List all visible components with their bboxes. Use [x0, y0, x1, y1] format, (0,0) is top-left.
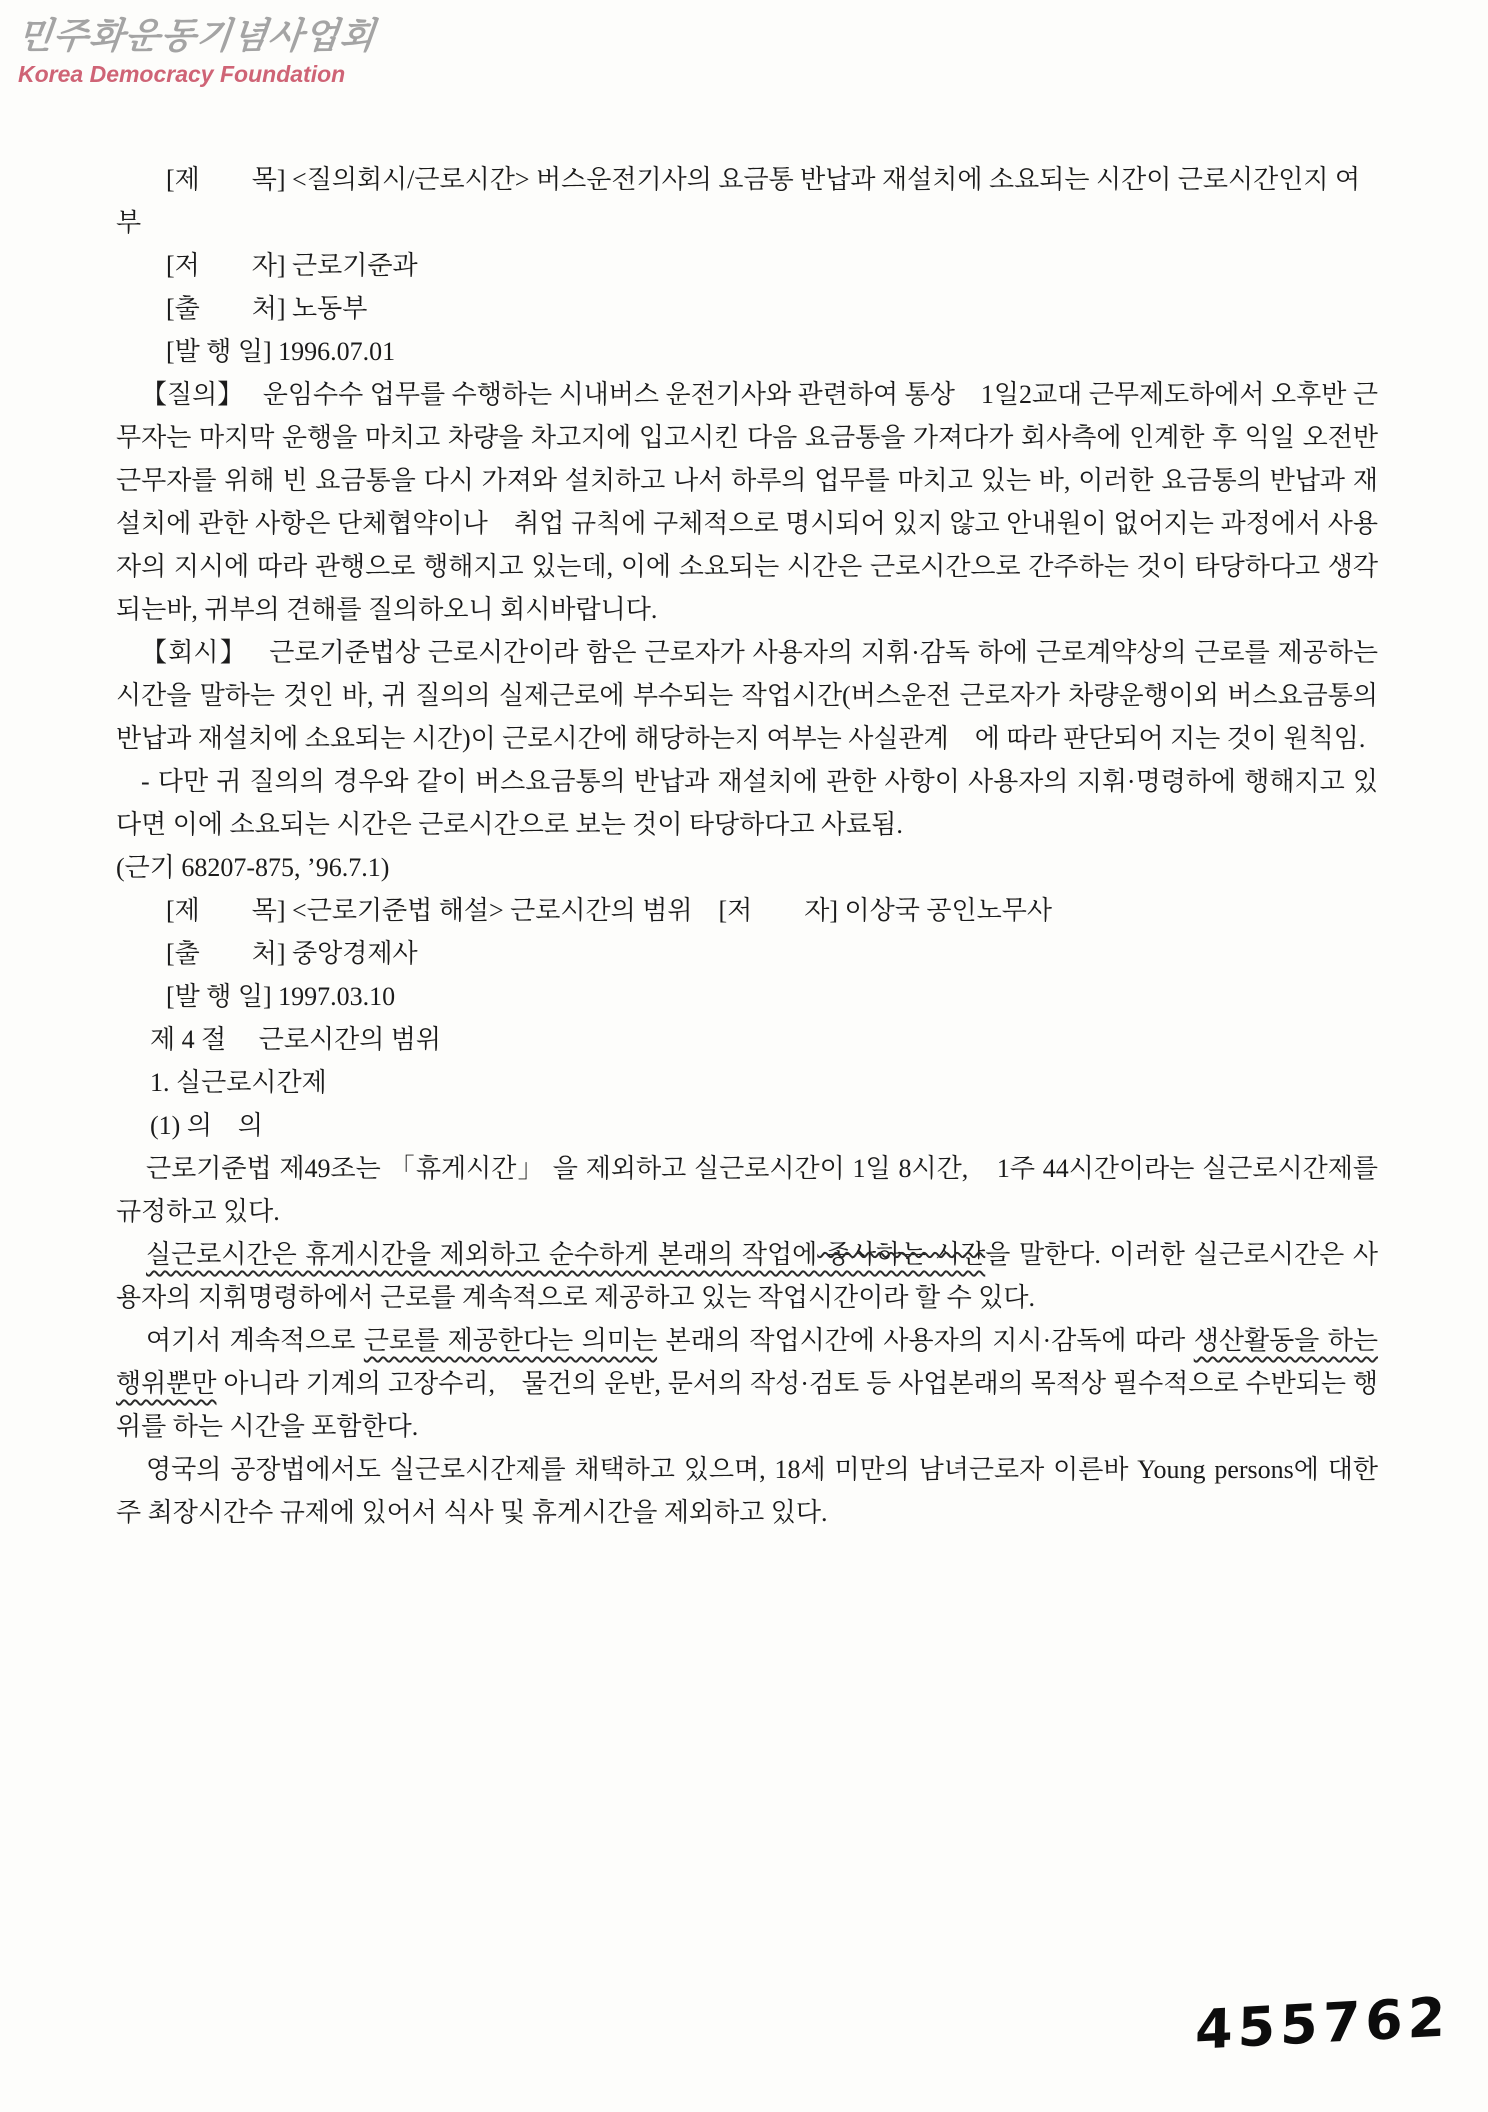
body-paragraph-3-mid: 본래의 작업시간에 사용자의 지시·감독에 따라	[657, 1326, 1194, 1355]
document-content	[116, 158, 1405, 1534]
logo-korean-text: 민주화운동기념사업회	[15, 16, 378, 56]
body-paragraph-1: 근로기준법 제49조는 「휴게시간」 을 제외하고 실근로시간이 1일 8시간, 1주 44시간이라는 실근로시간제를 규정하고 있다.	[116, 1154, 1378, 1226]
body-paragraph-3-rest: 아니라 기계의 고장수리, 물건의 운반, 문서의 작성·검토 등 사업본래의 목적상 필수적으로 수반되는 행위를 하는 시간을 포함한다.	[116, 1369, 1378, 1441]
doc1-title-line: [제 목] <질의회시/근로시간> 버스운전기사의 요금통 반납과 재설치에 소요되는 시간이 근로시간인지 여부	[116, 165, 1361, 237]
subsection-heading: 1. 실근로시간제	[150, 1068, 327, 1097]
body-paragraph-2-rest: 을 말한다. 이러한 실근로시간은 사용자의 지휘명령하에서 근로를 계속적으로 제공하고 있는 작업시간이라 할 수 있다.	[116, 1240, 1379, 1312]
doc2-source-line: [출 처] 중앙경제사	[166, 939, 418, 968]
reply-reference-line: (근기 68207-875, ’96.7.1)	[116, 853, 390, 882]
doc2-title-author-line: [제 목] <근로기준법 해설> 근로시간의 범위 [저 자] 이상국 공인노무사	[166, 896, 1052, 925]
inquiry-paragraph: 【질의】 운임수수 업무를 수행하는 시내버스 운전기사와 관련하여 통상 1일2교대 근무제도하에서 오후반 근무자는 마지막 운행을 마치고 차량을 차고지에 입고시킨 다음 요금통을 가져다가 회사측에 인계한 후 익일 오전반 근무자를 위해 빈 요금통을 다시 가져와 설치하고 나서 하루의 업무를 마치고 있는 바, 이러한 요금통의 반납과 재설치에 관한 사항은 단체협약이나 취업 규칙에 구체적으로 명시되어 있지 않고 안내원이 없어지는 과정에서 사용자의 지시에 따라 관행으로 행해지고 있는데, 이에 소요되는 시간은 근로시간으로 간주하는 것이 타당하다고 생각되는바, 귀부의 견해를 질의하오니 회시바랍니다.	[116, 380, 1405, 624]
pencil-underline-annotation-3: 생산활동을 하는 행위뿐만	[116, 1326, 1378, 1398]
korea-democracy-foundation-logo	[15, 8, 378, 88]
reply-paragraph-2: - 다만 귀 질의의 경우와 같이 버스요금통의 반납과 재설치에 관한 사항이 사용자의 지휘·명령하에 행해지고 있다면 이에 소요되는 시간은 근로시간으로 보는 것이 타당하다고 사료됨.	[116, 767, 1378, 839]
body-paragraph-2	[116, 1233, 1378, 1319]
subsubsection-heading: (1) 의 의	[150, 1111, 264, 1140]
doc1-pubdate-line: [발 행 일] 1996.07.01	[166, 337, 396, 366]
handwritten-archive-number: 455762	[1194, 1985, 1451, 2062]
reply-paragraph-1: 【회시】 근로기준법상 근로시간이라 함은 근로자가 사용자의 지휘·감독 하에 근로계약상의 근로를 제공하는 시간을 말하는 것인 바, 귀 질의의 실제근로에 부수되는 작업시간(버스운전 근로자가 차량운행이외 버스요금통의 반납과 재설치에 소요되는 시간)이 근로시간에 해당하는지 여부는 사실관계 에 따라 판단되어 지는 것이 원칙임.	[116, 638, 1405, 753]
section-heading: 제 4 절 근로시간의 범위	[150, 1025, 442, 1054]
logo-english-text: Korea Democracy Foundation	[18, 61, 346, 87]
body-paragraph-3-start: 여기서 계속적으로	[146, 1326, 364, 1355]
pencil-underline-annotation-2: 근로를 제공한다는 의미는	[363, 1326, 658, 1355]
doc1-author-line: [저 자] 근로기준과	[166, 251, 418, 280]
body-paragraph-4: 영국의 공장법에서도 실근로시간제를 채택하고 있으며, 18세 미만의 남녀근로자 이른바 Young persons에 대한 주 최장시간수 규제에 있어서 식사 및 휴게시간을 제외하고 있다.	[116, 1455, 1378, 1527]
doc1-source-line: [출 처] 노동부	[166, 294, 368, 323]
pencil-underline-annotation: 실근로시간은 휴게시간을 제외하고 순수하게 본래의 작업에	[146, 1240, 818, 1269]
pencil-strike-annotation: 종사하는 시간	[817, 1240, 986, 1269]
doc2-pubdate-line: [발 행 일] 1997.03.10	[166, 982, 396, 1011]
body-paragraph-3	[116, 1319, 1378, 1448]
